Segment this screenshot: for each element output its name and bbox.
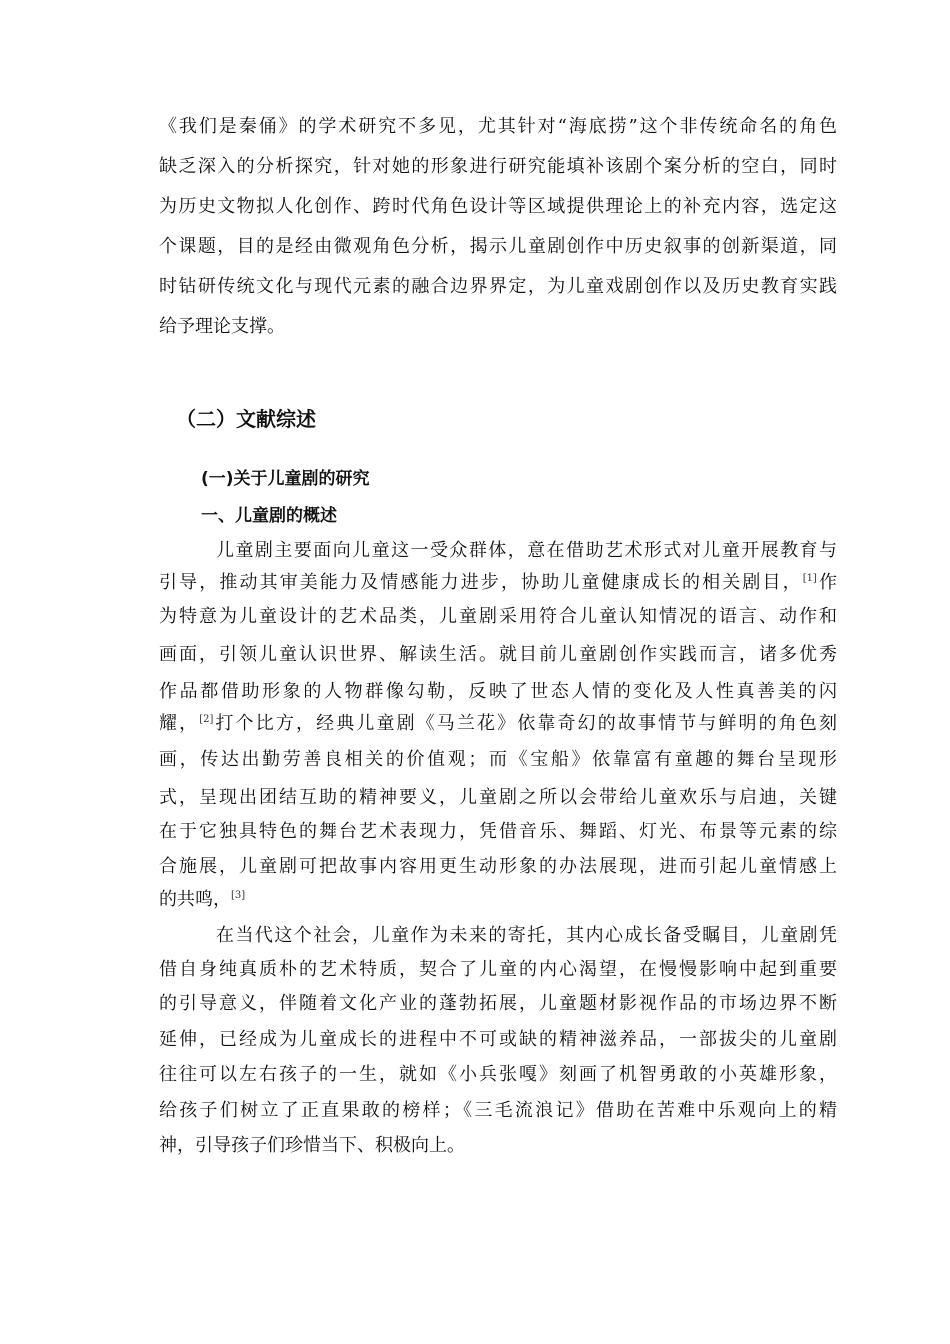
text-line: 《我们是秦俑》的学术研究不多见，尤其针对“海底捞”这个非传统命名的角色 bbox=[159, 116, 837, 137]
text-line: 神，引导孩子们珍惜当下、积极向上。 bbox=[159, 1135, 465, 1156]
citation-ref[interactable]: [3] bbox=[231, 890, 246, 901]
text-line: 画面，引领儿童认识世界、解读生活。就目前儿童剧创作实践而言，诸多优秀 bbox=[159, 644, 837, 665]
text-line: 合施展，儿童剧可把故事内容用更生动形象的办法展现，进而引起儿童情感上 bbox=[159, 856, 837, 877]
text-line: 儿童剧主要面向儿童这一受众群体，意在借助艺术形式对儿童开展教育与 bbox=[216, 540, 837, 561]
text-line: 往往可以左右孩子的一生，就如《小兵张嘎》刻画了机智勇敢的小英雄形象， bbox=[159, 1064, 837, 1085]
text-line bbox=[159, 888, 837, 912]
text-line: 缺乏深入的分析探究，针对她的形象进行研究能填补该剧个案分析的空白，同时 bbox=[159, 156, 837, 177]
text-segment: 作 bbox=[816, 572, 838, 593]
citation-ref[interactable]: [2] bbox=[199, 714, 214, 725]
text-line: 在于它独具特色的舞台艺术表现力，凭借音乐、舞蹈、灯光、布景等元素的综 bbox=[159, 821, 837, 842]
text-segment: 的共鸣， bbox=[159, 889, 231, 910]
text-line: 为特意为儿童设计的艺术品类，儿童剧采用符合儿童认知情况的语言、动作和 bbox=[159, 606, 837, 627]
text-segment: 耀， bbox=[159, 713, 200, 734]
citation-ref[interactable]: [1] bbox=[802, 573, 817, 584]
subsubsection-heading: 一、儿童剧的概述 bbox=[201, 506, 337, 526]
text-line: 时钻研传统文化与现代元素的融合边界界定，为儿童戏剧创作以及历史教育实践 bbox=[159, 276, 837, 297]
text-line: 作品都借助形象的人物群像勾勒，反映了世态人情的变化及人性真善美的闪 bbox=[159, 681, 837, 702]
subsection-heading: (一)关于儿童剧的研究 bbox=[201, 469, 370, 489]
text-line: 画，传达出勤劳善良相关的价值观；而《宝船》依靠富有童趣的舞台呈现形 bbox=[159, 749, 837, 770]
text-line: 的引导意义，伴随着文化产业的蓬勃拓展，儿童题材影视作品的市场边界不断 bbox=[159, 993, 837, 1014]
text-line: 借自身纯真质朴的艺术特质，契合了儿童的内心渴望，在慢慢影响中起到重要 bbox=[159, 959, 837, 980]
text-line: 为历史文物拟人化创作、跨时代角色设计等区域提供理论上的补充内容，选定这 bbox=[159, 196, 837, 217]
text-line: 给孩子们树立了正直果敢的榜样；《三毛流浪记》借助在苦难中乐观向上的精 bbox=[159, 1100, 837, 1121]
section-heading: （二）文献综述 bbox=[176, 407, 316, 431]
text-line: 在当代这个社会，儿童作为未来的寄托，其内心成长备受瞩目，儿童剧凭 bbox=[216, 925, 837, 946]
text-line: 延伸，已经成为儿童成长的进程中不可或缺的精神滋养品，一部拔尖的儿童剧 bbox=[159, 1029, 837, 1050]
text-line: 给予理论支撑。 bbox=[159, 316, 285, 337]
text-segment: 引导，推动其审美能力及情感能力进步，协助儿童健康成长的相关剧目， bbox=[159, 572, 803, 593]
text-line bbox=[159, 712, 837, 736]
text-line: 式，呈现出团结互助的精神要义，儿童剧之所以会带给儿童欢乐与启迪，关键 bbox=[159, 787, 837, 808]
text-line: 个课题，目的是经由微观角色分析，揭示儿童剧创作中历史叙事的创新渠道，同 bbox=[159, 236, 837, 257]
text-line bbox=[159, 571, 837, 595]
text-segment: 打个比方，经典儿童剧《马兰花》依靠奇幻的故事情节与鲜明的角色刻 bbox=[213, 713, 837, 734]
